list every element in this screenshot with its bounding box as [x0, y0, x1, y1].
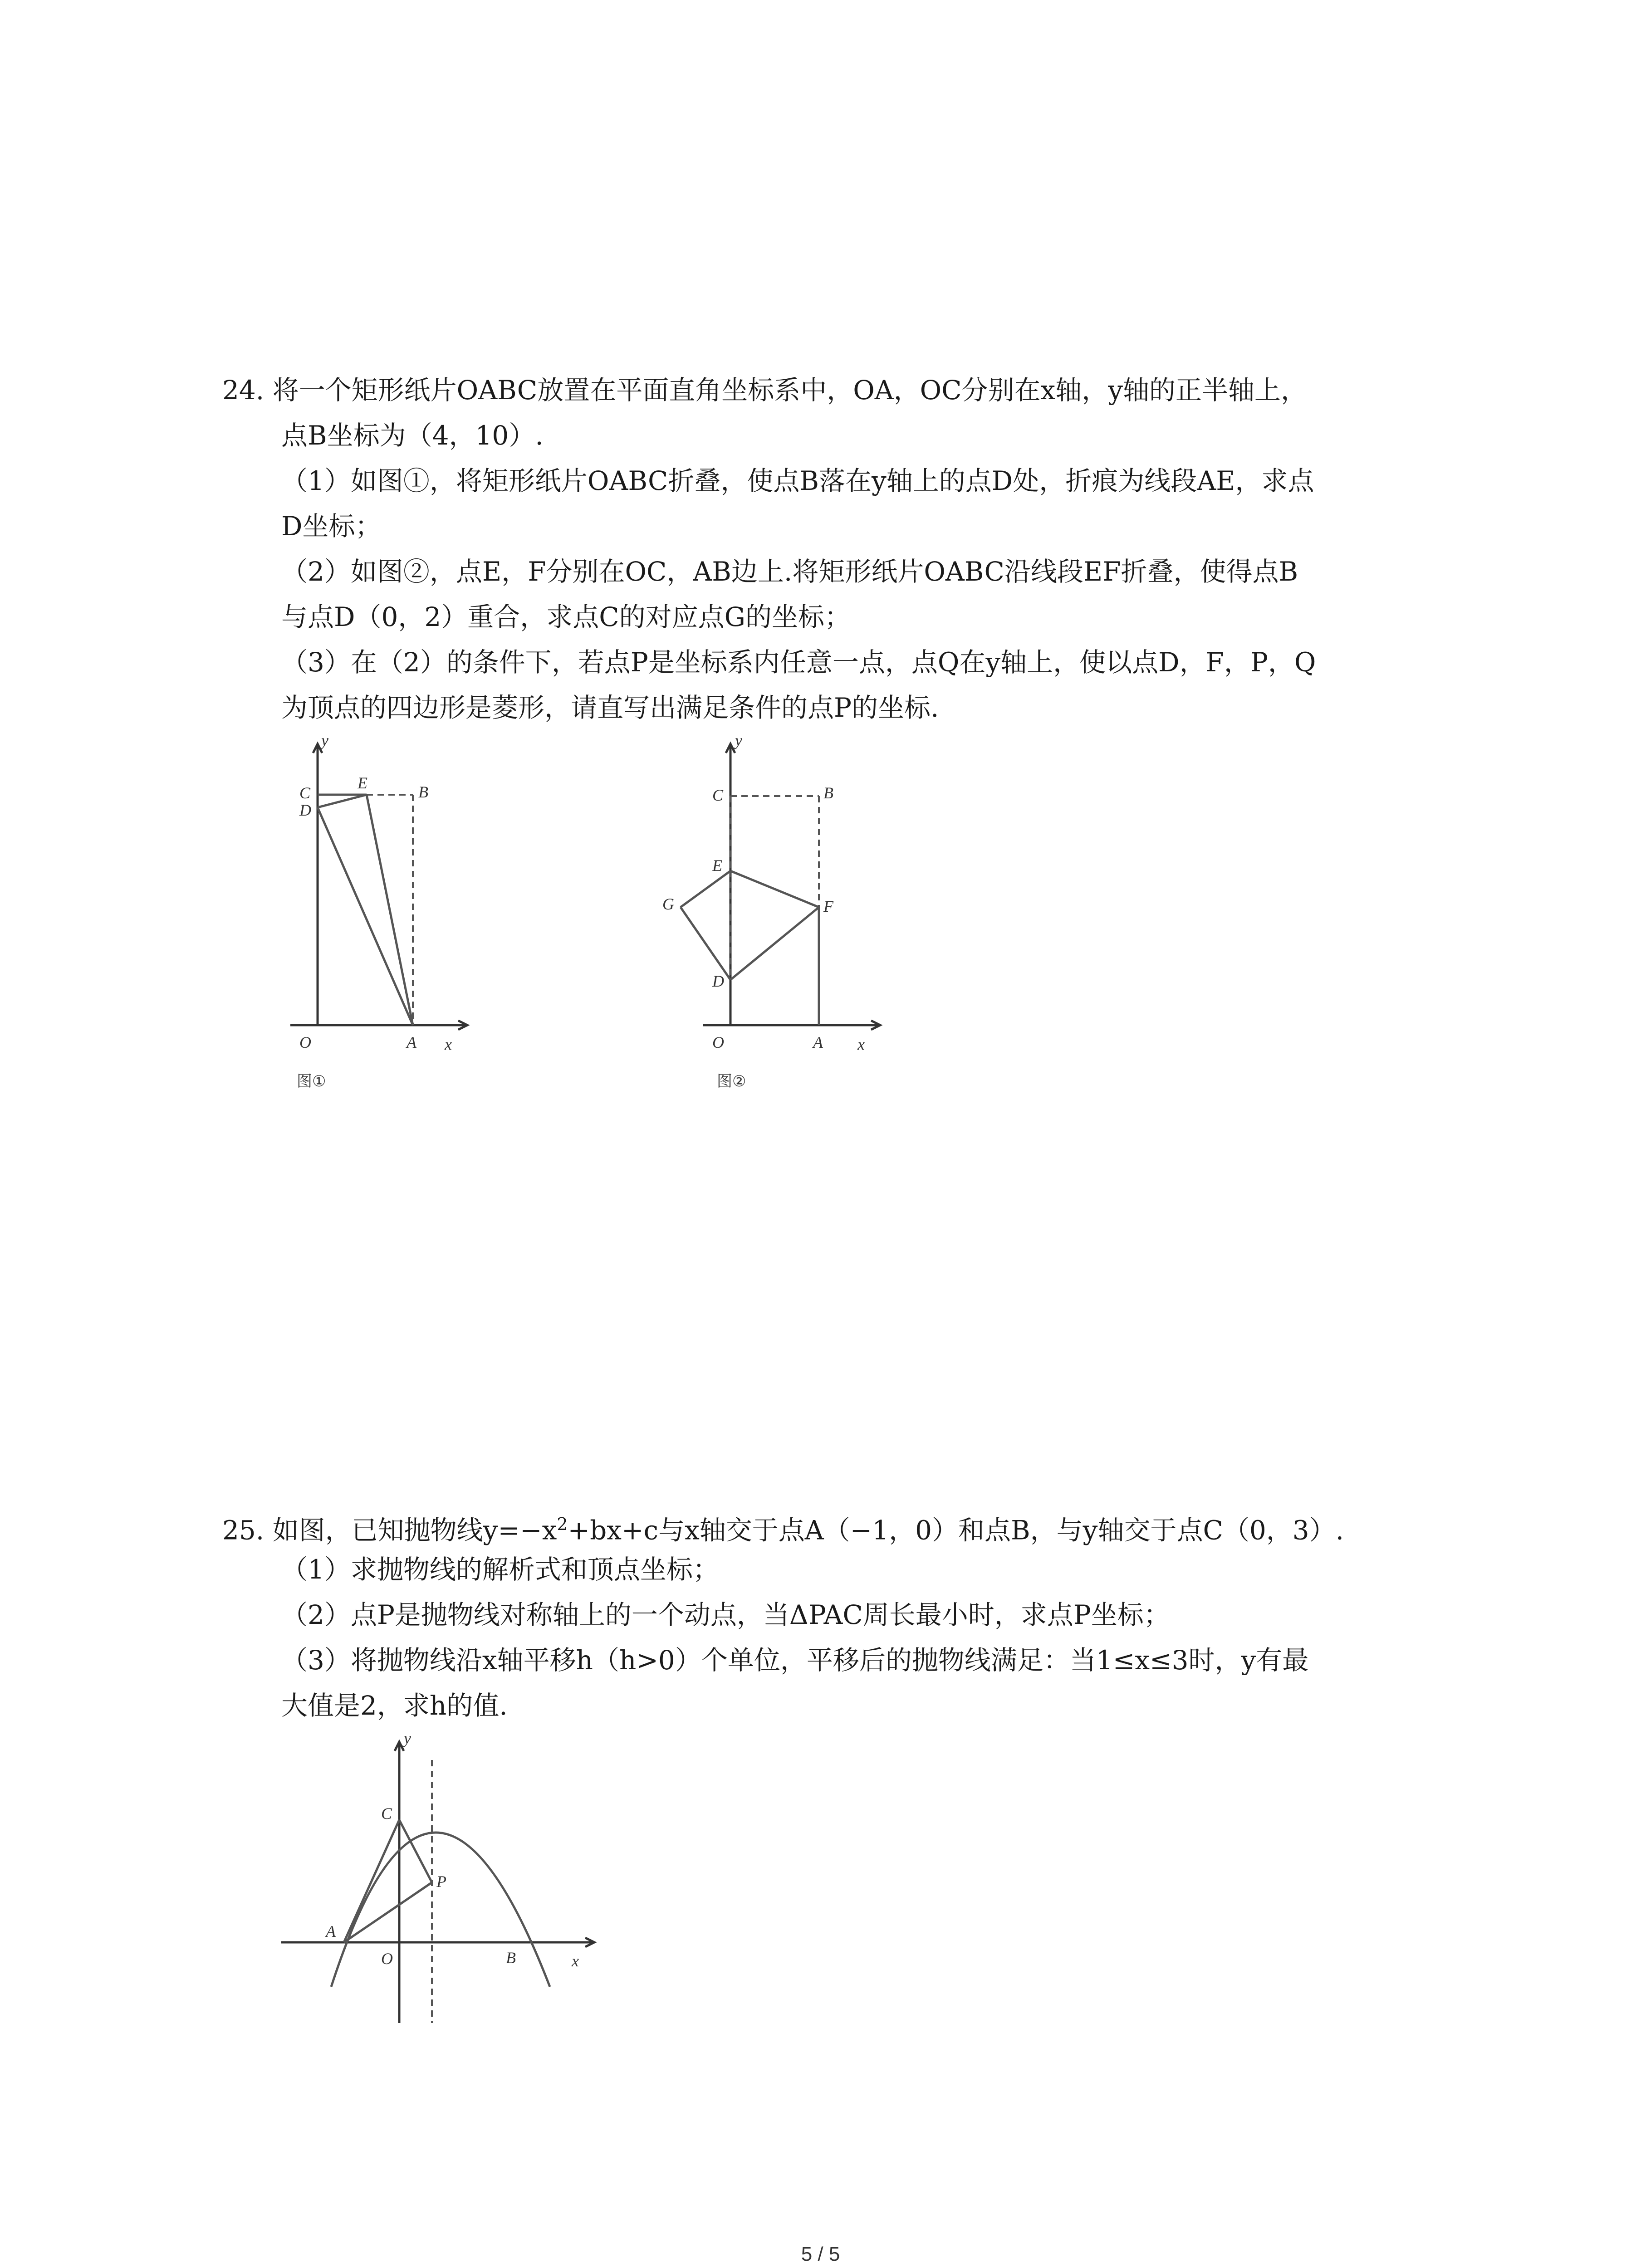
q24-line-7: （3）在（2）的条件下，若点P是坐标系内任意一点，点Q在y轴上，使以点D，F，P，Q — [281, 647, 1316, 678]
fig2-label-e: E — [712, 856, 722, 875]
fig1-label-y: y — [321, 731, 328, 749]
page-number: 5 / 5 — [801, 2243, 840, 2265]
q25-line-3: （2）点P是抛物线对称轴上的一个动点，当ΔPAC周长最小时，求点P坐标； — [281, 1599, 1170, 1630]
fig3-segment-cp — [399, 1820, 432, 1882]
fig2-label-f: F — [823, 897, 833, 915]
fig3-parabola — [331, 1833, 550, 1987]
q25-line-1 — [222, 1506, 1344, 1548]
q25-line-5: 大值是2，求h的值. — [281, 1690, 508, 1721]
fig3-label-p: P — [436, 1872, 446, 1891]
fig3-label-y: y — [404, 1729, 411, 1747]
fig2-label-d: D — [712, 972, 724, 990]
fig2-label-a: A — [813, 1033, 823, 1051]
fig2-crease-ef — [730, 871, 819, 907]
fig1-crease-ea — [367, 795, 413, 1025]
fig2-label-x: x — [857, 1035, 865, 1053]
figure-2 — [653, 731, 907, 1100]
q25-line-1-pre: 25. 如图，已知抛物线y=−x — [222, 1515, 557, 1546]
fig2-label-c: C — [712, 786, 724, 804]
q24-line-5: （2）如图②，点E，F分别在OC，AB边上.将矩形纸片OABC沿线段EF折叠，使得点B — [281, 556, 1298, 587]
q25-line-4: （3）将抛物线沿x轴平移h（h>0）个单位，平移后的抛物线满足：当1≤x≤3时，y有最 — [281, 1645, 1309, 1676]
fig1-label-o: O — [299, 1033, 311, 1051]
fig3-label-x: x — [572, 1952, 579, 1970]
fig2-edge-eg — [681, 871, 730, 907]
fig1-edge-da — [318, 807, 413, 1025]
fig2-edge-gd — [681, 907, 730, 980]
fig2-label-o: O — [712, 1033, 724, 1051]
fig2-label-g: G — [662, 895, 674, 913]
q24-line-4: D坐标； — [281, 511, 382, 542]
q24-line-2: 点B坐标为（4，10）. — [281, 420, 544, 451]
fig2-label-y: y — [735, 731, 742, 749]
fig3-label-a: A — [326, 1922, 336, 1941]
fig1-label-x: x — [445, 1035, 452, 1053]
fig1-caption: 图① — [297, 1072, 326, 1090]
fig2-label-b: B — [823, 784, 833, 802]
q25-line-2: （1）求抛物线的解析式和顶点坐标； — [281, 1554, 719, 1585]
fig1-label-b: B — [418, 783, 428, 801]
q25-line-1-post: +bx+c与x轴交于点A（−1，0）和点B，与y轴交于点C（0，3）. — [568, 1515, 1344, 1546]
q24-line-1: 24. 将一个矩形纸片OABC放置在平面直角坐标系中，OA，OC分别在x轴，y轴的正半轴上， — [222, 375, 1308, 406]
fig1-label-a: A — [407, 1033, 416, 1051]
q24-line-3: （1）如图①，将矩形纸片OABC折叠，使点B落在y轴上的点D处，折痕为线段AE，求点 — [281, 465, 1314, 496]
fig3-label-c: C — [381, 1804, 392, 1823]
fig1-label-c: C — [299, 784, 311, 802]
fig1-label-e: E — [358, 774, 367, 792]
figure-3 — [272, 1729, 617, 2034]
q24-line-8: 为顶点的四边形是菱形，请直写出满足条件的点P的坐标. — [281, 692, 939, 723]
fig3-label-o: O — [381, 1950, 393, 1968]
fig1-label-d: D — [299, 801, 311, 819]
fig2-edge-fd — [730, 907, 819, 980]
q24-line-6: 与点D（0，2）重合，求点C的对应点G的坐标； — [281, 601, 851, 632]
fig1-edge-ed — [318, 795, 367, 807]
q25-line-1-sup: 2 — [557, 1514, 568, 1534]
fig3-label-b: B — [506, 1949, 516, 1967]
fig2-caption: 图② — [717, 1072, 746, 1090]
figure-1 — [281, 731, 490, 1100]
